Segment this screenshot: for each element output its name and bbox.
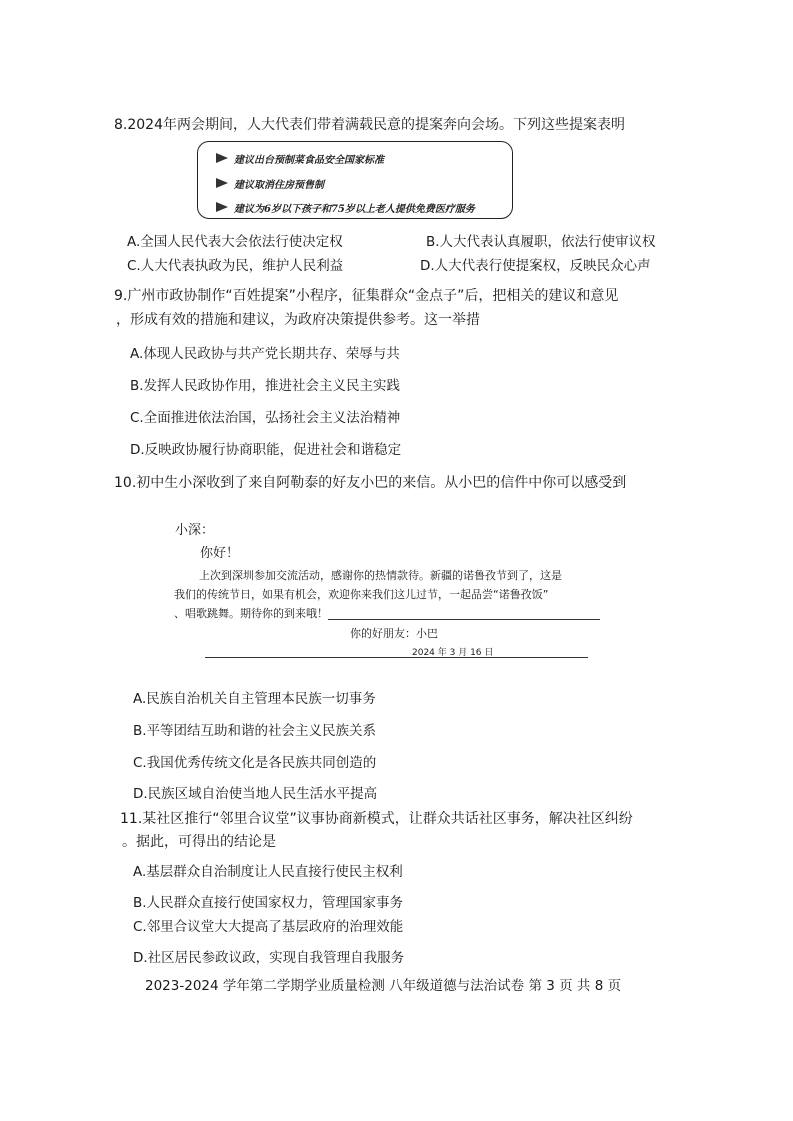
q10-option-a: A.民族自治机关自主管理本民族一切事务 [133, 691, 376, 707]
q11-stem-line2: 。据此，可得出的结论是 [122, 834, 276, 850]
letter-rule-top [328, 619, 600, 620]
q11-option-a: A.基层群众自治制度让人民直接行使民主权利 [133, 864, 403, 880]
letter-body-line3: 、唱歌跳舞。期待你的到来哦！ [174, 607, 328, 620]
q10-option-c: C.我国优秀传统文化是各民族共同创造的 [133, 755, 377, 771]
q9-option-c: C.全面推进依法治国，弘扬社会主义法治精神 [130, 410, 401, 426]
q10-option-d: D.民族区域自治使当地人民生活水平提高 [133, 786, 378, 802]
q8-proposal-1 [216, 150, 384, 166]
letter-signature: 你的好朋友：小巴 [350, 627, 438, 640]
q11-stem-line1: 11.某社区推行“邻里合议堂”议事协商新模式，让群众共话社区事务，解决社区纠纷 [120, 811, 633, 827]
letter-body-line1: 上次到深圳参加交流活动，感谢你的热情款待。新疆的诺鲁孜节到了，这是 [199, 569, 562, 582]
q11-option-b: B.人民群众直接行使国家权力，管理国家事务 [133, 895, 404, 911]
arrow-bullet-icon [216, 202, 228, 212]
q8-proposal-3-text: 建议为6岁以下孩子和75岁以上老人提供免费医疗服务 [234, 203, 475, 215]
q9-option-d: D.反映政协履行协商职能，促进社会和谐稳定 [130, 442, 402, 458]
q9-stem-line2: ，形成有效的措施和建议，为政府决策提供参考。这一举措 [116, 312, 480, 328]
letter-rule-bottom [205, 657, 588, 658]
q8-proposal-3 [216, 199, 475, 215]
q9-stem-line1: 9.广州市政协制作“百姓提案”小程序，征集群众“金点子”后，把相关的建议和意见 [114, 288, 619, 304]
page-footer: 2023-2024 学年第二学期学业质量检测 八年级道德与法治试卷 第 3 页 共 8 页 [145, 978, 622, 994]
arrow-bullet-icon [216, 178, 228, 188]
letter-body-line2: 我们的传统节日，如果有机会，欢迎你来我们这儿过节，一起品尝“诺鲁孜饭” [174, 588, 549, 601]
q8-option-d: D.人大代表行使提案权，反映民众心声 [420, 258, 651, 274]
q11-option-c: C.邻里合议堂大大提高了基层政府的治理效能 [133, 919, 404, 935]
q11-option-d: D.社区居民参政议政，实现自我管理自我服务 [133, 950, 405, 966]
q8-proposal-2-text: 建议取消住房预售制 [234, 179, 324, 191]
q8-proposal-2 [216, 175, 324, 191]
letter-greeting: 你好！ [200, 546, 240, 561]
q10-stem: 10.初中生小深收到了来自阿勒泰的好友小巴的来信。从小巴的信件中你可以感受到 [114, 475, 627, 491]
letter-date: 2024 年 3 月 16 日 [412, 648, 494, 658]
arrow-bullet-icon [216, 153, 228, 163]
q8-option-b: B.人大代表认真履职，依法行使审议权 [426, 234, 656, 250]
q9-option-b: B.发挥人民政协作用，推进社会主义民主实践 [130, 378, 401, 394]
q8-option-c: C.人大代表执政为民，维护人民利益 [127, 258, 344, 274]
q8-proposal-1-text: 建议出台预制菜食品安全国家标准 [234, 154, 384, 166]
q8-proposal-box [197, 141, 513, 219]
q9-option-a: A.体现人民政协与共产党长期共存、荣辱与共 [130, 346, 400, 362]
q8-option-a: A.全国人民代表大会依法行使决定权 [127, 234, 343, 250]
letter-salutation: 小深： [175, 523, 215, 538]
q10-option-b: B.平等团结互助和谐的社会主义民族关系 [133, 723, 377, 739]
q8-stem: 8.2024年两会期间，人大代表们带着满载民意的提案奔向会场。下列这些提案表明 [114, 117, 625, 133]
